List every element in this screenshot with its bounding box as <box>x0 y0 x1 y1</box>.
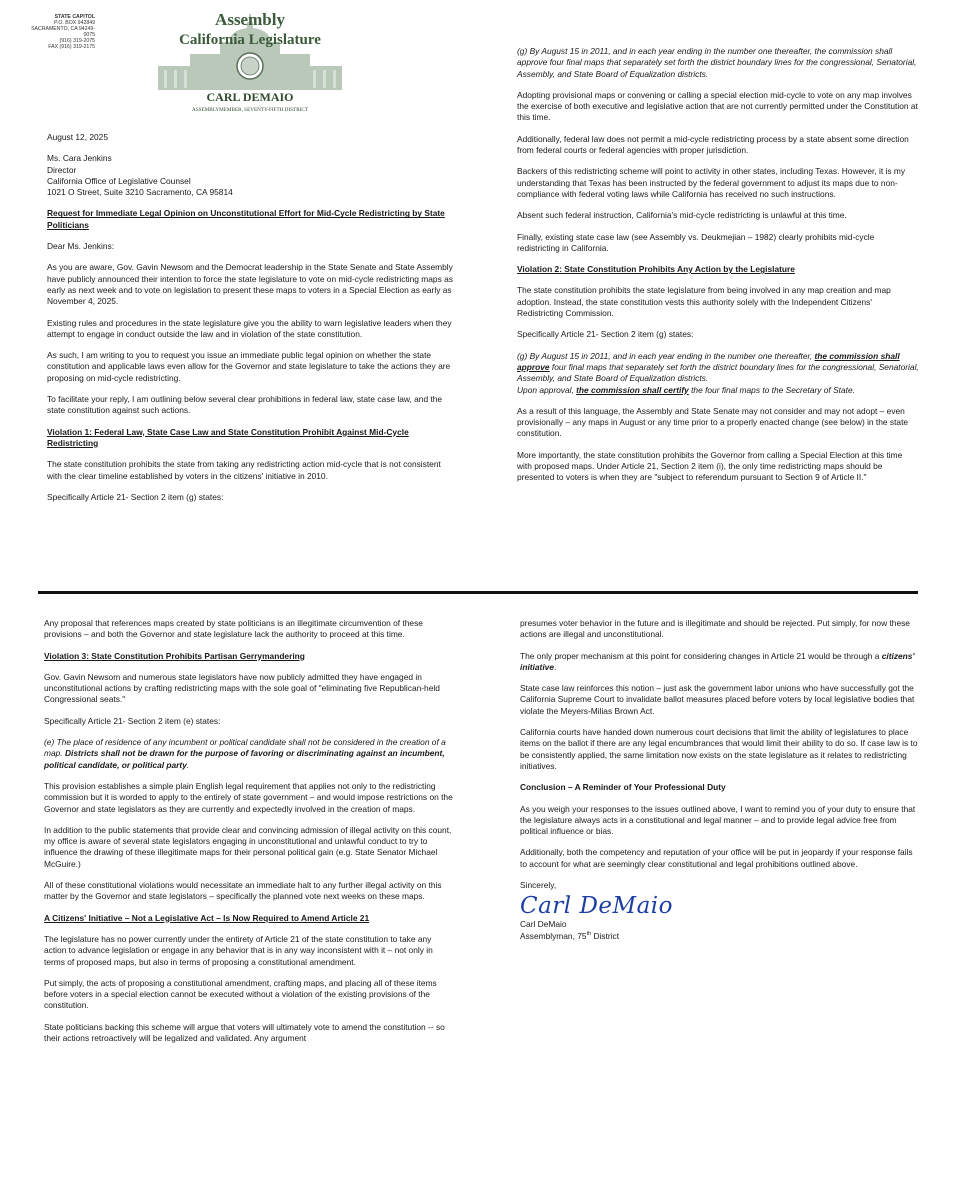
paragraph: The legislature has no power currently under the entirety of Article 21 of the state constitution to take any action to advance legislation or engage in any behavior that is in any way inconsistent with it – not only in terms of proposed maps, but also in terms of proposing a constitutional amendment. <box>44 933 433 967</box>
address-line: STATE CAPITOL <box>54 14 95 20</box>
recipient-address <box>47 153 455 198</box>
paragraph: Absent such federal instruction, California's mid-cycle redistricting is unlawful at this time. <box>517 210 847 221</box>
letterhead-title-1: Assembly <box>215 10 285 29</box>
page1-right-column <box>517 46 919 494</box>
paragraph: The only proper mechanism at this point for considering changes in Article 21 would be through a citizens' initiative. <box>520 650 915 672</box>
paragraph: State politicians backing this scheme will argue that voters will ultimately vote to amend the constitution -- so their actions retroactively will be legalized and validated. Any argument <box>44 1021 445 1044</box>
paragraph: California courts have handed down numerous court decisions that limit the ability of legislatures to place items on the ballot if there are any legal encumbrances that would limit their ability to do so. If case law is to be consistently applied, the same limitation now exists on the state legislature as it relates to redistricting initiatives. <box>520 727 918 771</box>
recipient-line: California Office of Legislative Counsel <box>47 175 191 186</box>
letterhead-name: CARL DEMAIO <box>206 90 294 104</box>
paragraph: As a result of this language, the Assembly and State Senate may not consider and may not adopt – even provisionally – any maps in August or any time prior to a properly enacted change (see below) in the state constitution. <box>517 405 909 439</box>
letter-page-2 <box>0 596 955 1200</box>
constitution-quote: (e) The place of residence of any incumbent or political candidate shall not be considered in the creation of a map. Districts shall not be drawn for the purpose of favoring or discriminating against an incumbent, political candidate, or political party. <box>44 737 446 770</box>
constitution-quote: (g) By August 15 in 2011, and in each year ending in the number one thereafter, the commission shall approve four final maps that separately set forth the district boundary lines for the congressional, Senatorial, Assembly, and State Board of Equalization districts. Upon approval, the commission shall certify the four final maps to the Secretary of State. <box>517 350 919 395</box>
letter-page-1 <box>0 0 955 592</box>
salutation: Dear Ms. Jenkins: <box>47 241 115 252</box>
paragraph: In addition to the public statements that provide clear and convincing admission of illegal activity on this count, my office is aware of several state legislators engaging in unconstitutional and unlawful conduct to try to influence the drawing of these illegitimate maps for their personal political gain (e.g. State Senator Michael McGuire.) <box>44 824 452 869</box>
paragraph: presumes voter behavior in the future and is illegitimate and should be rejected. Put simply, for now these actions are illegal and unconstitutional. <box>520 618 910 640</box>
address-line: FAX (916) 319-2175 <box>48 44 95 50</box>
constitution-quote: (g) By August 15 in 2011, and in each year ending in the number one thereafter, the commission shall approve four final maps that separately set forth the district boundary lines for the congressional, Senatorial, Assembly, and State Board of Equalization districts. <box>517 46 917 79</box>
paragraph: Specifically Article 21- Section 2 item (g) states: <box>517 329 694 340</box>
paragraph: The state constitution prohibits the state from taking any redistricting action mid-cycle that is not consistent with the clear timeline established by voters in the citizens' initiative in 2010. <box>47 459 441 481</box>
letterhead-address <box>20 14 95 50</box>
paragraph: More importantly, the state constitution prohibits the Governor from calling a Special Election at this time with proposed maps. Under Article 21, Section 2 item (i), the only time redistricting maps should be presented to voters is when they are "subject to referendum pursuant to Section 9 of Article II." <box>517 449 903 483</box>
paragraph: Finally, existing state case law (see Assembly vs. Deukmejian – 1982) clearly prohibits mid-cycle redistricting in California. <box>517 231 875 253</box>
signer-title: Assemblyman, 75th District <box>520 930 620 941</box>
handwritten-signature: Carl DeMaio <box>520 893 673 920</box>
address-line: P.O. BOX 942849 <box>54 20 95 26</box>
section-heading: A Citizens' Initiative – Not a Legislative Act – Is Now Required to Amend Article 21 <box>44 912 370 923</box>
paragraph: The state constitution prohibits the state legislature from being involved in any map creation and map adoption. Instead, the state constitution vests this authority solely with the Independent Citizens' Redistricting Commission. <box>517 285 891 319</box>
address-line: (916) 319-2075 <box>59 38 95 44</box>
section-heading: Violation 1: Federal Law, State Case Law and State Constitution Prohibit Against Mid-Cycle Redistricting <box>47 426 409 448</box>
paragraph: This provision establishes a simple plain English legal requirement that applies not only to the redistricting commission but it is worded to apply to the entirely of state government – and would impose restrictions on the Governor and state legislators as they are currently and expectedly involved in the creation of maps. <box>44 780 453 814</box>
paragraph: All of these constitutional violations would necessitate an immediate halt to any further illegal activity on this matter by the Governor and state legislators – specifically the planned vote next weeks on these maps. <box>44 880 442 902</box>
letterhead-title-2: California Legislature <box>179 32 321 48</box>
recipient-line: Director <box>47 164 77 175</box>
page2-right-column <box>520 618 920 942</box>
address-line: SACRAMENTO, CA 94249-0075 <box>31 26 95 38</box>
paragraph: Additionally, federal law does not permit a mid-cycle redistricting process by a state absent some direction from federal courts or federal agencies with proper jurisdiction. <box>517 133 909 156</box>
recipient-line: Ms. Cara Jenkins <box>47 153 112 164</box>
letterhead-subtitle: ASSEMBLYMEMBER, SEVENTY-FIFTH DISTRICT <box>191 107 309 113</box>
paragraph: As such, I am writing to you to request you issue an immediate public legal opinion on whether the state constitution and applicable laws even allow for the Governor and state legislature to take the actions they are proposing on mid-cycle redistricting. <box>47 350 451 383</box>
paragraph: As you are aware, Gov. Gavin Newsom and the Democrat leadership in the State Senate and State Assembly have publicly announced their intention to force the state legislature to vote on mid-cycle redistricting maps as early as next week and to vote on legislation to present these maps to voters in a Special Election as early as November 4, 2025. <box>47 262 453 307</box>
signer-name: Carl DeMaio <box>520 919 567 930</box>
section-heading: Violation 3: State Constitution Prohibits Partisan Gerrymandering <box>44 650 305 661</box>
section-heading: Violation 2: State Constitution Prohibits Any Action by the Legislature <box>517 264 795 275</box>
assembly-letterhead-logo <box>150 8 350 118</box>
paragraph: Specifically Article 21- Section 2 item (e) states: <box>44 715 221 726</box>
paragraph: Existing rules and procedures in the state legislature give you the ability to warn legislative leaders when they attempt to engage in conduct outside the law and in violation of the state constitution. <box>47 317 452 339</box>
paragraph: Additionally, both the competency and reputation of your office will be put in jeopardy if your response fails to account for what are seemingly clear constitutional and legal prohibitions outlined above. <box>520 847 913 869</box>
paragraph: Backers of this redistricting scheme will point to activity in other states, including Texas. However, it is my understanding that Texas has been instructed by the federal government to adjust its maps due to non-compliance with federal voting laws while California has received no such instructions. <box>517 166 906 199</box>
paragraph: To facilitate your reply, I am outlining below several clear prohibitions in federal law, state case law, and the state constitution against such actions. <box>47 394 443 416</box>
letter-date: August 12, 2025 <box>47 132 109 142</box>
page-divider <box>38 591 918 594</box>
paragraph: Put simply, the acts of proposing a constitutional amendment, crafting maps, and placing all of these items before voters in a special election cannot be executed without a violation of the existing provisions of the constitution. <box>44 977 437 1011</box>
recipient-line: 1021 O Street, Suite 3210 Sacramento, CA 95814 <box>47 187 233 198</box>
paragraph: As you weigh your responses to the issues outlined above, I want to remind you of your duty to ensure that the legislature always acts in a constitutional and legal manner – and to provide legal advice free from political influence or bias. <box>520 803 916 837</box>
paragraph: State case law reinforces this notion – just ask the government labor unions who have successfully got the California Supreme Court to invalidate ballot measures placed before voters by local legislative bodies that violate the Meyers-Milias Brown Act. <box>520 683 915 716</box>
paragraph: Specifically Article 21- Section 2 item (g) states: <box>47 491 224 502</box>
section-heading: Conclusion – A Reminder of Your Professional Duty <box>520 782 726 793</box>
page2-left-column <box>44 618 454 1054</box>
page1-left-column <box>47 132 455 513</box>
closing: Sincerely, <box>520 880 557 891</box>
paragraph: Any proposal that references maps created by state politicians is an illegitimate circumvention of these provisions – and both the Governor and state legislature lack the authority to proceed at this time. <box>44 618 423 640</box>
subject-line: Request for Immediate Legal Opinion on Unconstitutional Effort for Mid-Cycle Redistricting by State Politicians <box>47 208 445 230</box>
paragraph: Gov. Gavin Newsom and numerous state legislators have now publicly admitted they have engaged in unconstitutional actions by crafting redistricting maps with the sole goal of "eliminating five Republican-held Congressional seats." <box>44 671 440 705</box>
paragraph: Adopting provisional maps or convening or calling a special election mid-cycle to vote on any map involves the exercise of both executive and legislative action that are not currently permitted under the Constitution at this time. <box>517 89 918 123</box>
